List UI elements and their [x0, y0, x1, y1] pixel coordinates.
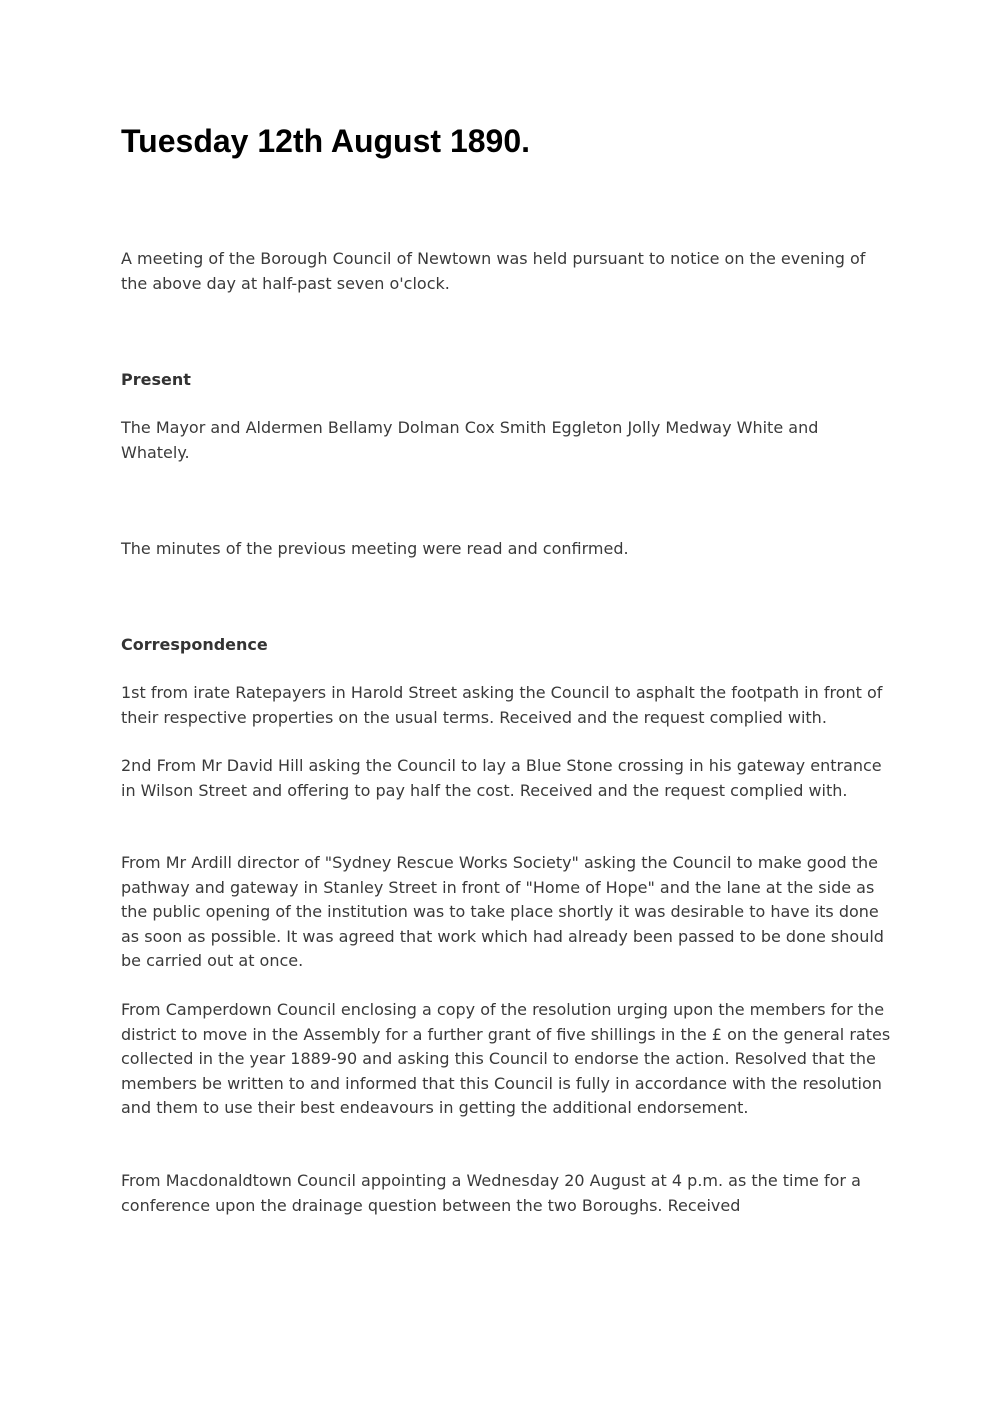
correspondence-item-4: From Camperdown Council enclosing a copy of the resolution urging upon the members for the district to move in the Assembly for a further grant of five shillings in the £ on the general rates collected in the year 1889-90 and asking this Council to endorse the action. Resolved that the members be written to and informed that this Council is fully in accordance with the resolution and them to use their best endeavours in getting the additional endorsement.	[121, 1000, 891, 1117]
minutes-paragraph: The minutes of the previous meeting were read and confirmed.	[121, 539, 629, 558]
correspondence-item-2: 2nd From Mr David Hill asking the Council to lay a Blue Stone crossing in his gateway entrance in Wilson Street and offering to pay half the cost. Received and the request complied with.	[121, 756, 882, 800]
correspondence-heading: Correspondence	[121, 635, 268, 654]
present-heading: Present	[121, 370, 191, 389]
present-paragraph: The Mayor and Aldermen Bellamy Dolman Cox Smith Eggleton Jolly Medway White and Whately.	[121, 418, 819, 462]
correspondence-item-3: From Mr Ardill director of "Sydney Rescue Works Society" asking the Council to make good the pathway and gateway in Stanley Street in front of "Home of Hope" and the lane at the side as the public opening of the institution was to take place shortly it was desirable to have its done as soon as possible. It was agreed that work which had already been passed to be done should be carried out at once.	[121, 853, 884, 970]
correspondence-item-5: From Macdonaldtown Council appointing a Wednesday 20 August at 4 p.m. as the time for a conference upon the drainage question between the two Boroughs. Received	[121, 1171, 861, 1215]
intro-paragraph: A meeting of the Borough Council of Newtown was held pursuant to notice on the evening of the above day at half-past seven o'clock.	[121, 249, 866, 293]
correspondence-item-1: 1st from irate Ratepayers in Harold Street asking the Council to asphalt the footpath in front of their respective properties on the usual terms. Received and the request complied with.	[121, 683, 883, 727]
page-title: Tuesday 12th August 1890.	[121, 123, 531, 159]
